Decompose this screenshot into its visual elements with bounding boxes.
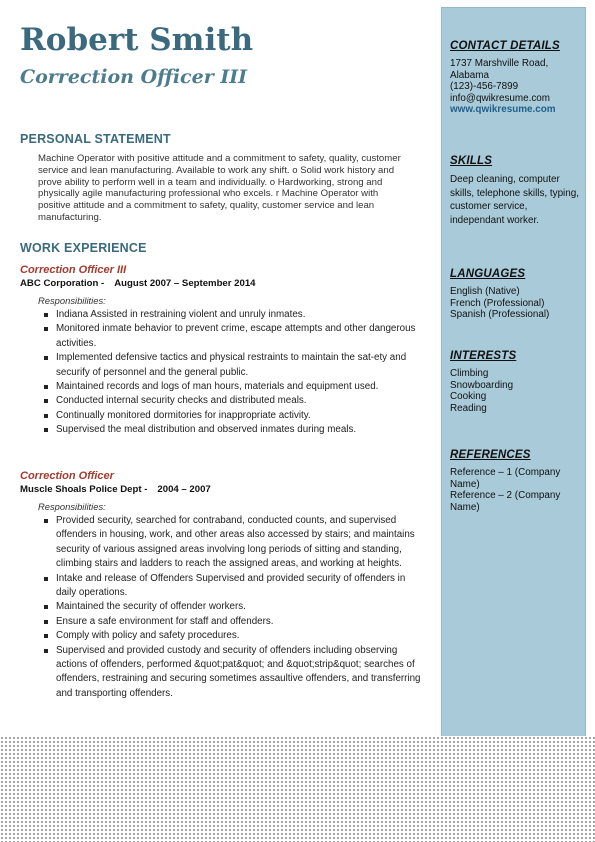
- list-item: Ensure a safe environment for staff and offenders.: [56, 615, 425, 629]
- language-item: Spanish (Professional): [450, 309, 550, 320]
- responsibilities-label: Responsibilities:: [38, 295, 106, 306]
- main-column: [20, 20, 425, 699]
- sidebar-content: [450, 16, 577, 736]
- job-dates: 2004 – 2007: [157, 484, 211, 495]
- personal-statement-text: Machine Operator with positive attitude and a commitment to safety, quality, customer service and lean manufacturing. Available to work any shift. o Solid work history and prove ability to perform well in a team and individually. o Hardworking, strong and physically agile manufacturing professional who excels. r Machine Operator with positive attitude and a commitment to safety, quality, customer service and lean manufacturing.: [38, 153, 401, 223]
- references-heading: REFERENCES: [450, 449, 531, 461]
- list-item: Indiana Assisted in restraining violent and unruly inmates.: [56, 308, 425, 322]
- list-item: Provided security, searched for contraband, conducted counts, and supervised offenders in housing, work, and other areas also accessed by stairs; and maintains security of various assigned areas involving long periods of sitting and standing, climbing stairs and ladders to reach the assigned areas, and working at heights.: [56, 514, 425, 572]
- job-title: Correction Officer: [20, 470, 114, 482]
- job-meta: [20, 484, 425, 496]
- interest-item: Cooking: [450, 391, 487, 402]
- language-item: English (Native): [450, 286, 520, 297]
- responsibilities-list: [20, 308, 425, 438]
- job-company: ABC Corporation -: [20, 278, 105, 289]
- contact-heading: CONTACT DETAILS: [450, 40, 560, 52]
- skills-text: Deep cleaning, computer skills, telephone skills, typing, customer service, independant worker.: [450, 174, 579, 226]
- interests-heading: INTERESTS: [450, 350, 517, 362]
- reference-item: Reference – 1 (Company Name): [450, 467, 561, 490]
- website-link[interactable]: www.qwikresume.com: [450, 104, 556, 115]
- language-item: French (Professional): [450, 297, 545, 309]
- contact-section: [450, 40, 582, 116]
- job-dates: August 2007 – September 2014: [114, 278, 256, 289]
- responsibilities-label: Responsibilities:: [38, 501, 106, 512]
- dotted-pattern-overlay: [0, 736, 595, 842]
- interest-item: Reading: [450, 402, 487, 414]
- list-item: Maintained the security of offender workers.: [56, 600, 425, 614]
- candidate-name: Robert Smith: [20, 22, 254, 58]
- list-item: Maintained records and logs of man hours, materials and equipment used.: [56, 380, 425, 394]
- list-item: Conducted internal security checks and distributed meals.: [56, 394, 425, 408]
- languages-section: [450, 268, 582, 321]
- job-title: Correction Officer III: [20, 264, 127, 276]
- address-line: 1737 Marshville Road,: [450, 58, 549, 69]
- interest-item: Climbing: [450, 368, 489, 379]
- reference-item: Reference – 2 (Company Name): [450, 490, 561, 513]
- work-experience-heading: WORK EXPERIENCE: [20, 241, 147, 255]
- list-item: Comply with policy and safety procedures.: [56, 629, 425, 643]
- candidate-title: Correction Officer III: [20, 66, 247, 88]
- sidebar: [441, 7, 586, 737]
- list-item: Monitored inmate behavior to prevent crime, escape attempts and other dangerous activities.: [56, 322, 425, 351]
- job-entry: [20, 264, 425, 438]
- references-section: [450, 449, 582, 513]
- languages-heading: LANGUAGES: [450, 268, 526, 280]
- job-company: Muscle Shoals Police Dept -: [20, 484, 148, 495]
- interests-section: [450, 350, 582, 414]
- phone-number: (123)-456-7899: [450, 81, 519, 92]
- email-address[interactable]: info@qwikresume.com: [450, 92, 551, 104]
- responsibilities-list: [20, 514, 425, 701]
- personal-statement-heading: PERSONAL STATEMENT: [20, 132, 171, 146]
- skills-section: [450, 155, 582, 227]
- interest-item: Snowboarding: [450, 379, 514, 391]
- list-item: Supervised and provided custody and security of offenders including observing actions of offenders, performed &quot;pat&quot; and &quot;strip&quot; searches of offenders, restraining and securing sometimes assaultive offenders, and transferring and transporting offenders.: [56, 644, 425, 702]
- list-item: Continually monitored dormitories for inappropriate activity.: [56, 409, 425, 423]
- address-line: Alabama: [450, 69, 489, 81]
- job-entry: [20, 470, 425, 701]
- list-item: Implemented defensive tactics and physical restraints to maintain the sat-ety and securify of personnel and the general public.: [56, 351, 425, 380]
- list-item: Intake and release of Offenders Supervised and provided security of offenders in daily operations.: [56, 572, 425, 601]
- job-meta: [20, 278, 425, 290]
- skills-heading: SKILLS: [450, 155, 493, 167]
- list-item: Supervised the meal distribution and observed inmates during meals.: [56, 423, 425, 437]
